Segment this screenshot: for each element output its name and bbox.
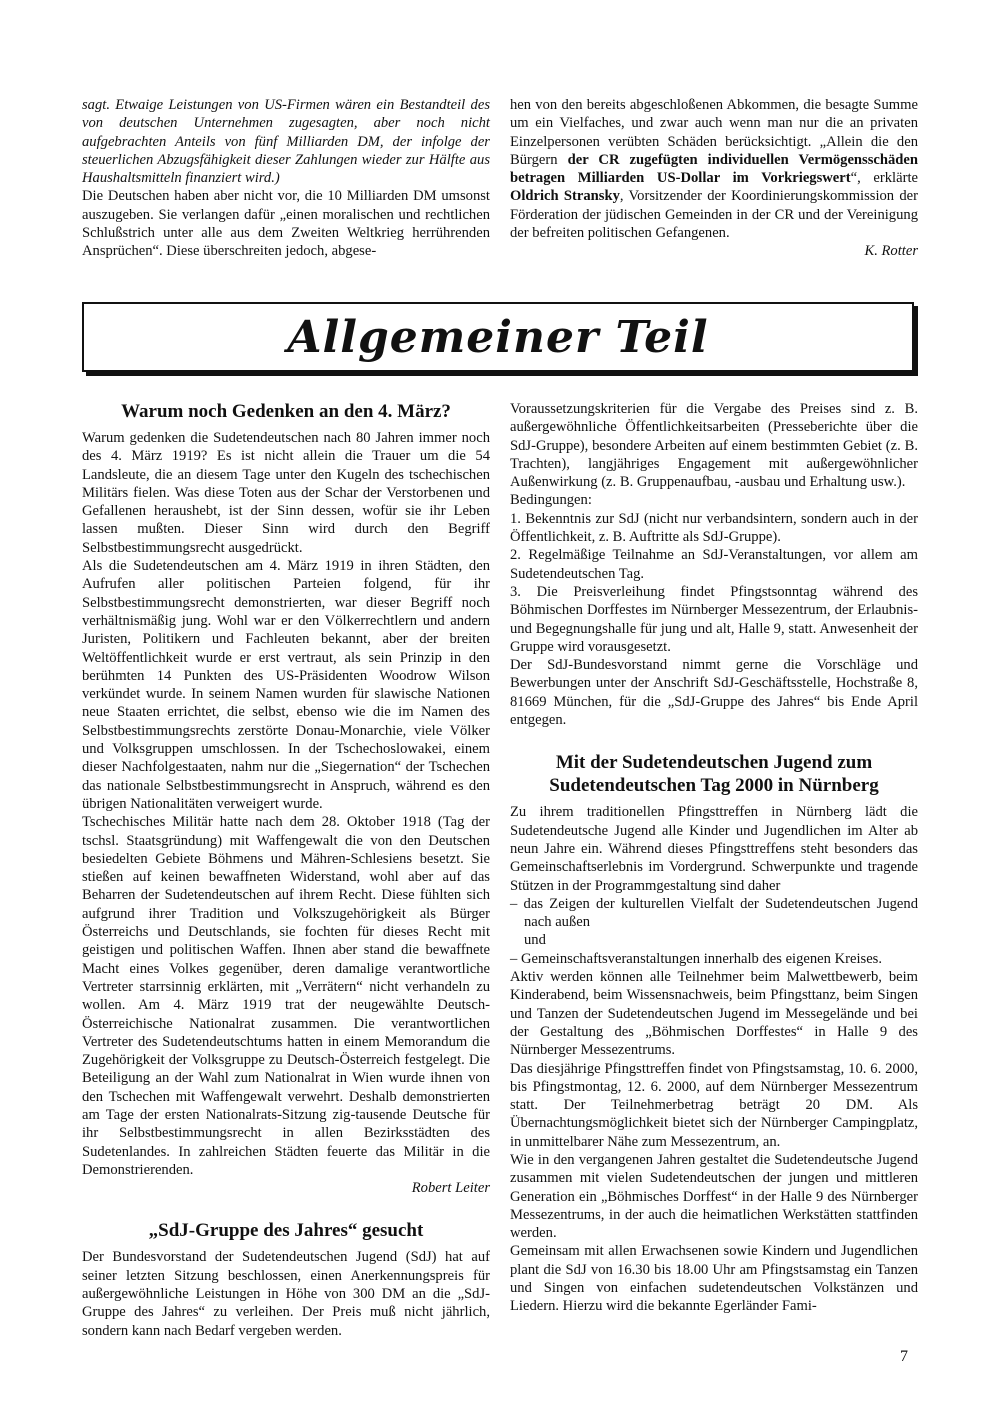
- connector-word: und: [524, 932, 546, 949]
- top-left-column: [82, 96, 490, 261]
- list-item: 2. Regelmäßige Teilnahme an SdJ-Veranstaltungen, vor allem am Sudetendeutschen Tag.: [510, 547, 918, 582]
- paragraph: Gemeinsam mit allen Erwachsenen sowie Kindern und Jugendlichen plant die SdJ von 16.30 bis 18.00 Uhr am Pfingstsamstag ein Tanzen und Singen von einfachen sudetendeutschen Volkstänzen und Liedern. Hierzu wird die bekannte Egerländer Fami-: [510, 1243, 918, 1315]
- page-number: 7: [900, 1348, 908, 1365]
- top-right-column: [510, 96, 918, 261]
- list-item: – das Zeigen der kulturellen Vielfalt der Sudetendeutschen Jugend nach außen: [510, 895, 918, 931]
- paragraph: Der SdJ-Bundesvorstand nimmt gerne die Vorschläge und Bewerbungen unter der Anschrift SdJ-Geschäftsstelle, Hochstraße 8, 81669 München, für die „SdJ-Gruppe des Jahres“ bis Ende April entgegen.: [510, 657, 918, 729]
- list-item: – Gemeinschaftsveranstaltungen innerhalb des eigenen Kreises.: [510, 950, 883, 967]
- list-item: 1. Bekenntnis zur SdJ (nicht nur verbandsintern, sondern auch in der Öffentlichkeit, z. B. Auftritte als SdJ-Gruppe).: [510, 510, 918, 546]
- italic-paragraph: sagt. Etwaige Leistungen von US-Firmen wären ein Bestandteil des von deutschen Unternehmen zugesagten, aber noch nicht aufgebrachten Anteils von fünf Milliarden DM, der infolge der steuerlichen Abzugsfähigkeit dieser Zahlungen wieder zur Hälfte aus Haushaltsmitteln finanziert wird.): [82, 97, 490, 187]
- paragraph: Warum gedenken die Sudetendeutschen nach 80 Jahren immer noch des 4. März 1919? Es ist nicht allein die Trauer um die 54 Landsleute, die an diesem Tage unter den Kugeln des tschechischen Militärs fielen. Was diese Toten aus der Schar der Verstorbenen und Gefallenen heraushebt, ist der Sinn dessen, wofür sie ihr Leben lassen mußten. Dieser Sinn wird durch den Begriff Selbstbestimmungsrecht ausgedrückt.: [82, 430, 490, 556]
- paragraph: Das diesjährige Pfingsttreffen findet von Pfingstsamstag, 10. 6. 2000, bis Pfingstmontag, 12. 6. 2000, auf dem Nürnberger Messezentrum statt. Der Teilnehmerbetrag beträgt 20 DM. Als Übernachtungsmöglichkeit bietet sich der Nürnberger Campingplatz, in unmittelbarer Nähe zum Messezentrum, an.: [510, 1060, 918, 1150]
- paragraph: Voraussetzungskriterien für die Vergabe des Preises sind z. B. außergewöhnliche Öffentlichkeitsarbeiten (Presseberichte über die SdJ-Gruppe), besondere Arbeiten auf einem bestimmten Gebiet (z. B. Trachten), langjähriges Engagement mit außergewöhnlicher Außenwirkung (z. B. Gruppenaufbau, -ausbau und Erhaltung usw.).: [510, 401, 918, 491]
- paragraph: Wie in den vergangenen Jahren gestaltet die Sudetendeutsche Jugend zusammen mit vielen Sudetendeutschen der jungen und mittleren Generation ein „Böhmisches Dorffest“ in der Halle 9 des Nürnberger Messezentrums, in der auch die heimatlichen Werkstätten stattfinden werden.: [510, 1151, 918, 1242]
- conditions-label: Bedingungen:: [510, 492, 592, 509]
- article-title: Mit der Sudetendeutschen Jugend zum Sudetendeutschen Tag 2000 in Nürnberg: [549, 752, 879, 797]
- paragraph: Als die Sudetendeutschen am 4. März 1919 in ihren Städten, den Aufrufen aller politischen Parteien folgend, für ihr Selbstbestimmungsrecht demonstrierten, war dieser Begriff noch verhältnismäßig jung. Wohl war er den Völkerrechtlern und andern Juristen, Politikern und Fachleuten bekannt, aber der breiten Weltöffentlichkeit wurde er erst vertraut, als sein Prinzip in den berühmten 14 Punkten des US-Präsidenten Woodrow Wilson verkündet wurde. In seinem Namen wurden für slawische Nationen neue Staaten errichtet, die selbst, ebenso wie die im Namen des Selbstbestimmungsrechts zerstörte Donau-Monarchie, viele Völker und Volksgruppen umschlossen. In der Tschechoslowakei, einem dieser Nachfolgestaaten, nahm nur die „Siegernation“ der Tschechen das nationale Selbstbestimmungsrecht in Anspruch, während es den übrigen Nationalitäten verweigert wurde.: [82, 558, 490, 812]
- article-title: „SdJ-Gruppe des Jahres“ gesucht: [148, 1220, 424, 1242]
- section-banner: [82, 302, 914, 372]
- paragraph: Der Bundesvorstand der Sudetendeutschen Jugend (SdJ) hat auf seiner letzten Sitzung beschlossen, einen Anerkennungspreis für außergewöhnliche Leistungen in Höhe von 300 DM an die „SdJ-Gruppe des Jahres“ zu verleihen. Der Preis muß nicht jährlich, sondern kann nach Bedarf vergeben werden.: [82, 1249, 490, 1339]
- paragraph: Aktiv werden können alle Teilnehmer beim Malwettbewerb, beim Kinderabend, beim Wissensnachweis, beim Pfingsttanz, beim Singen und Tanzen der Sudetendeutschen Jugend im Messegelände und bei der Gestaltung des „Böhmischen Dorffestes“ in Halle 9 des Nürnberger Messezentrums.: [510, 969, 918, 1059]
- paragraph: hen von den bereits abgeschloßenen Abkommen, die besagte Summe um ein Vielfaches, und zwar auch wenn man nur die an privaten Einzelpersonen verübten Schäden berücksichtigt. „Allein die den Bürgern der CR zugefügten individuellen Vermögensschäden betragen Milliarden US-Dollar im Vorkriegswert“, erklärte Oldrich Stransky, Vorsitzender der Koordinierungskommission der Förderation der jüdischen Gemeinden in der CR und der Vereinigung der befreiten politischen Gefangenen.: [510, 97, 918, 242]
- paragraph: Die Deutschen haben aber nicht vor, die 10 Milliarden DM umsonst auszugeben. Sie verlangen dafür „einen moralischen und rechtlichen Schlußstrich unter alle aus dem Zweiten Weltkrieg herrührenden Ansprüchen“. Diese überschreiten jedoch, abgese-: [82, 188, 490, 260]
- left-column: [82, 400, 490, 1340]
- paragraph: Tschechisches Militär hatte nach dem 28. Oktober 1918 (Tag der tschsl. Staatsgründung) mit Waffengewalt die von den Deutschen besiedelten Gebiete Böhmens und Mähren-Schlesiens besetzt. Sie stießen auf keinen bewaffneten Widerstand, wohl aber auf das Beharren der Sudetendeutschen auf ihrem Recht. Diese fühlten sich aufgrund ihrer Tradition und Volkszugehörigkeit als Bürger Österreichs und Deutschlands, sie fochten für dieses Recht mit geistigen und politischen Waffen. Ihnen aber stand die bewaffnete Macht eines Volkes gegenüber, deren damalige verantwortliche Vertreter starrsinnig erklärten, mit „Verrätern“ nicht verhandeln zu wollen. Am 4. März 1919 trat der neugewählte Deutsch-Österreichische Nationalrat zusammen. Die verantwortlichen Vertreter des Sudetendeutschtums hatten in einem Memorandum die Zugehörigkeit der Volksgruppe zu Deutsch-Österreich festgelegt. Die Beteiligung an der Wahl zum Nationalrat in Wien wurde ihnen von den Tschechen mit Waffengewalt verwehrt. Deshalb demonstrierten am Tage der ersten Nationalrats-Sitzung zig-tausende Deutsche für ihr Selbstbestimmungsrecht in allen Bezirksstädten des Sudetenlandes. In zahlreichen Städten feuerte das Militär in die Demonstrierenden.: [82, 814, 490, 1178]
- article-title: Warum noch Gedenken an den 4. März?: [121, 401, 451, 422]
- paragraph: Zu ihrem traditionellen Pfingsttreffen in Nürnberg lädt die Sudetendeutsche Jugend alle Kinder und Jugendlichen im Alter ab neun Jahre ein. Während dieses Pfingsttreffens steht besonders das Gemeinschaftserlebnis im Vordergrund. Schwerpunkte und tragende Stützen in der Programmgestaltung sind daher: [510, 804, 918, 894]
- section-title: Allgemeiner Teil: [287, 311, 709, 363]
- list-item: 3. Die Preisverleihung findet Pfingstsonntag während des Böhmischen Dorffestes im Nürnberger Messezentrum, der Erlaubnis- und Begegnungshalle für jung und alt, Halle 9, statt. Anwesenheit der Gruppe wird vorausgesetzt.: [510, 583, 918, 655]
- author-signature: Robert Leiter: [411, 1180, 490, 1197]
- right-column: [510, 400, 918, 1316]
- author-signature: K. Rotter: [864, 243, 918, 260]
